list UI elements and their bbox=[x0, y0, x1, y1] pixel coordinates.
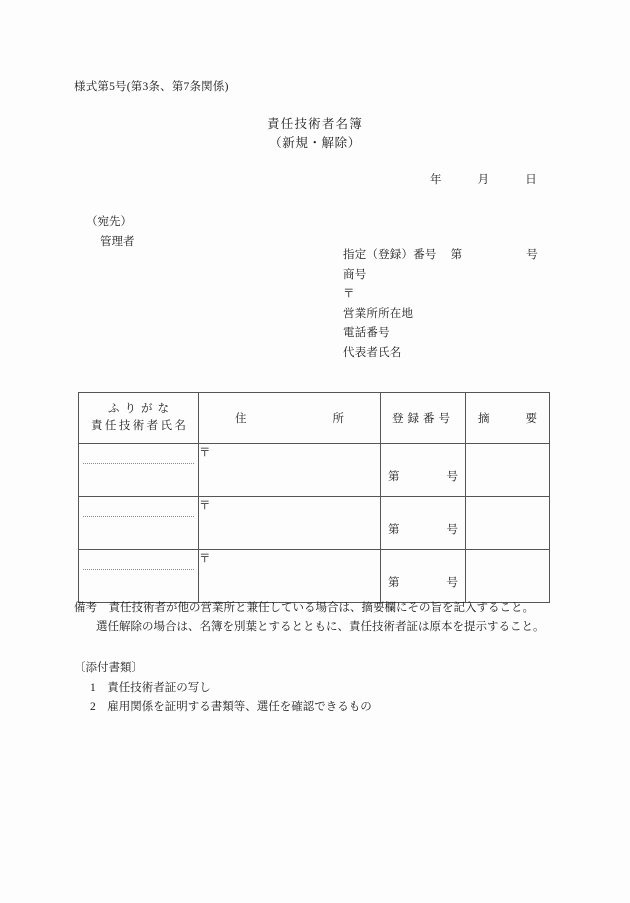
attachments-title: 〔添付書類〕 bbox=[74, 662, 143, 674]
header-engineer-name-label: 責任技術者氏名 bbox=[91, 420, 189, 432]
cell-address[interactable] bbox=[199, 497, 381, 550]
cell-note[interactable] bbox=[466, 497, 550, 550]
cell-registration-number[interactable] bbox=[381, 497, 466, 550]
regno-gou: 号 bbox=[446, 471, 458, 483]
regno-dai: 第 bbox=[388, 471, 400, 483]
table-row bbox=[79, 497, 550, 550]
furigana-dotted-rule bbox=[83, 463, 194, 464]
addressee-block bbox=[86, 212, 135, 252]
regno-dai: 第 bbox=[388, 577, 400, 589]
engineer-roster-table bbox=[78, 392, 550, 603]
table-row bbox=[79, 444, 550, 497]
cell-registration-number[interactable] bbox=[381, 444, 466, 497]
addressee-label: （宛先） bbox=[86, 216, 132, 228]
remarks-line-2: 選任解除の場合は、名簿を別葉とするとともに、責任技術者証は原本を提示すること。 bbox=[96, 621, 545, 633]
header-cell-address bbox=[199, 393, 381, 444]
office-address-label: 営業所所在地 bbox=[343, 307, 414, 320]
furigana-dotted-rule bbox=[83, 516, 194, 517]
regno-gou: 号 bbox=[446, 524, 458, 536]
cell-address[interactable] bbox=[199, 550, 381, 603]
representative-name-label: 代表者氏名 bbox=[343, 346, 402, 359]
applicant-info-block bbox=[343, 246, 538, 363]
addressee-recipient: 管理者 bbox=[100, 236, 135, 248]
postal-mark-icon: 〒 bbox=[199, 447, 211, 459]
cell-registration-number[interactable] bbox=[381, 550, 466, 603]
header-registration-number-label: 登録番号 bbox=[392, 413, 454, 425]
page-subtitle: （新規・解除） bbox=[269, 136, 361, 150]
table-header-row bbox=[79, 393, 550, 444]
header-address-right: 所 bbox=[332, 413, 344, 425]
attachment-item-1: 1 責任技術者証の写し bbox=[90, 681, 211, 694]
applicant-registration-line bbox=[343, 246, 538, 266]
cell-engineer-name[interactable] bbox=[79, 497, 199, 550]
page-title: 責任技術者名簿 bbox=[267, 117, 363, 131]
phone-number-label: 電話番号 bbox=[343, 327, 390, 339]
postal-mark-icon: 〒 bbox=[199, 553, 211, 565]
postal-mark-icon: 〒 bbox=[343, 288, 355, 300]
trade-name-label: 商号 bbox=[343, 268, 367, 281]
cell-engineer-name[interactable] bbox=[79, 444, 199, 497]
date-line: 年 月 日 bbox=[430, 174, 538, 186]
regno-dai: 第 bbox=[388, 524, 400, 536]
cell-note[interactable] bbox=[466, 444, 550, 497]
postal-mark-icon: 〒 bbox=[199, 500, 211, 512]
header-cell-note bbox=[466, 393, 550, 444]
attachment-item-2: 2 雇用関係を証明する書類等、選任を確認できるもの bbox=[90, 701, 372, 713]
header-cell-registration-number bbox=[381, 393, 466, 444]
header-address-left: 住 bbox=[235, 413, 247, 425]
remarks-block bbox=[74, 599, 574, 637]
form-number: 様式第5号(第3条、第7条関係) bbox=[74, 81, 229, 93]
registration-number-gou: 号 bbox=[526, 249, 538, 261]
header-note-right: 要 bbox=[525, 413, 537, 425]
title-block bbox=[0, 115, 630, 153]
registration-number-label: 指定（登録）番号 bbox=[343, 249, 437, 261]
regno-gou: 号 bbox=[446, 577, 458, 589]
header-cell-name bbox=[79, 393, 199, 444]
table-row bbox=[79, 550, 550, 603]
cell-note[interactable] bbox=[466, 550, 550, 603]
cell-engineer-name[interactable] bbox=[79, 550, 199, 603]
cell-address[interactable] bbox=[199, 444, 381, 497]
remarks-line-1: 備考 責任技術者が他の営業所と兼任している場合は、摘要欄にその旨を記入すること。 bbox=[74, 602, 534, 614]
header-furigana-label: ふりがな bbox=[108, 403, 174, 415]
furigana-dotted-rule bbox=[83, 569, 194, 570]
header-note-left: 摘 bbox=[478, 413, 490, 425]
registration-number-dai: 第 bbox=[450, 249, 463, 261]
attachments-block bbox=[74, 659, 372, 718]
